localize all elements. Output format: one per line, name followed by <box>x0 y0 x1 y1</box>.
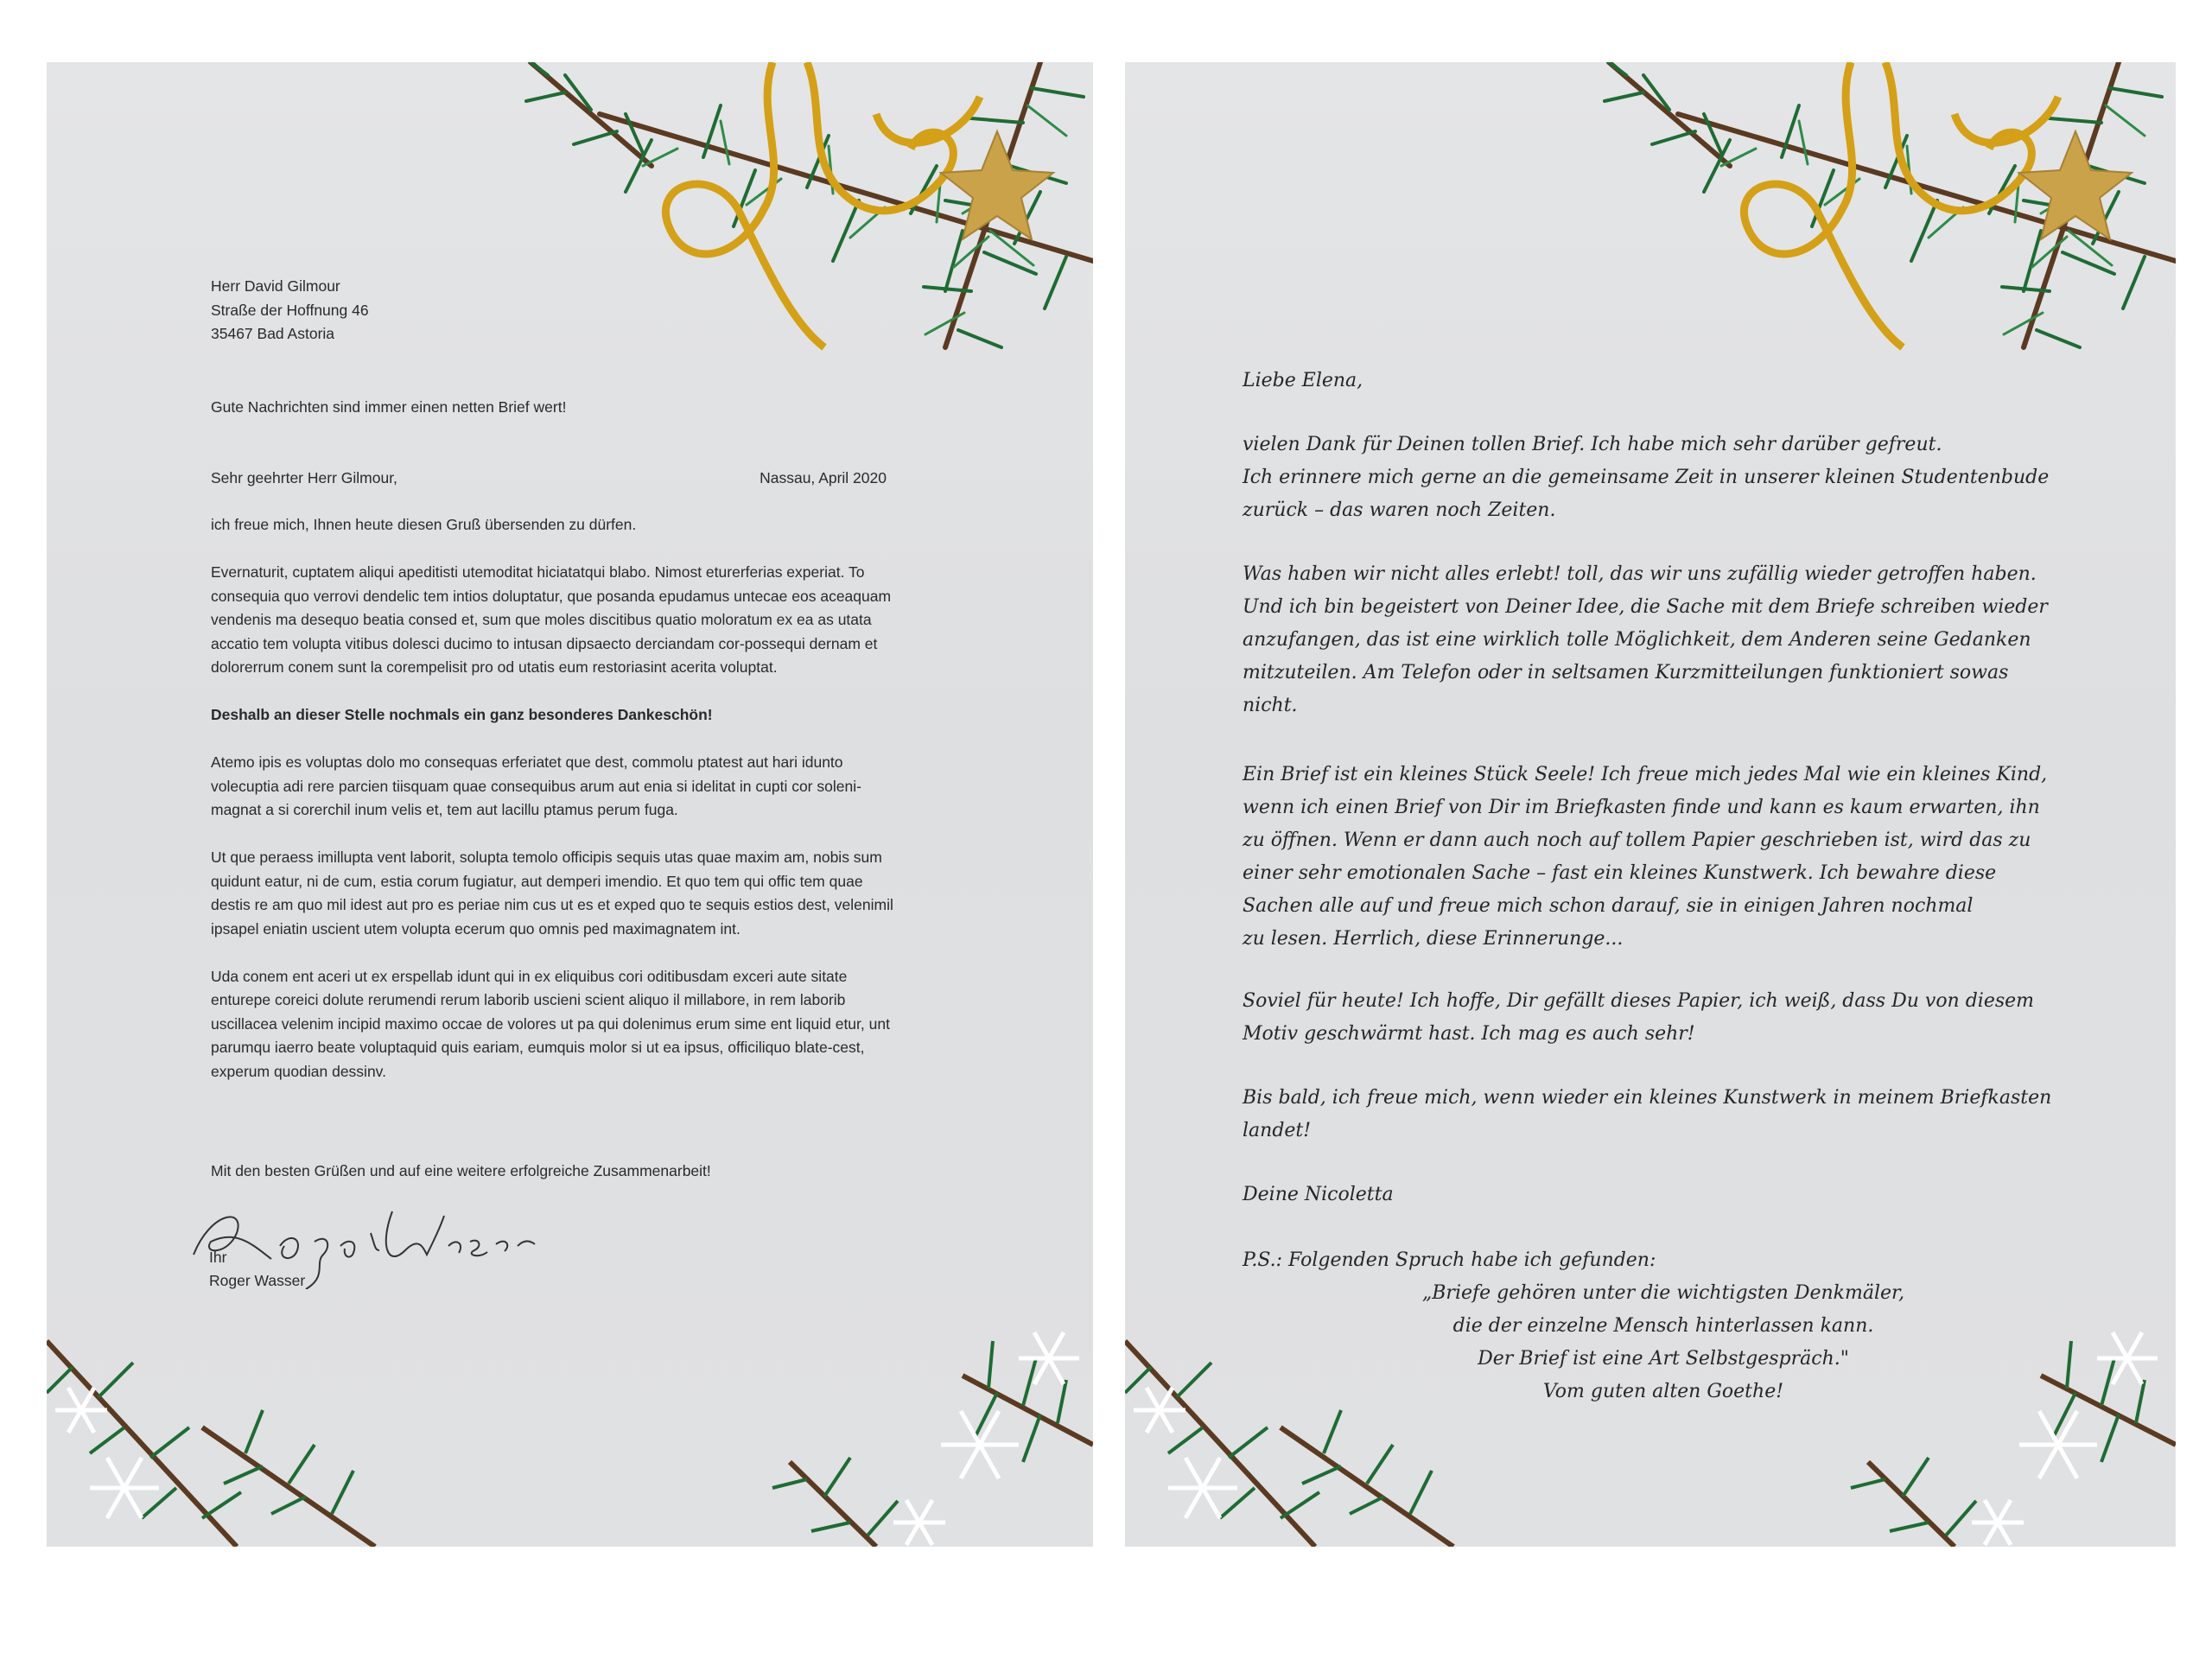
letter-body <box>211 513 893 1108</box>
star-ornament-icon <box>941 131 1053 239</box>
sender-name: Roger Wasser <box>209 1272 306 1289</box>
handwritten-line: nicht. <box>1243 695 1298 716</box>
letter-tagline: Gute Nachrichten sind immer einen netten Brief wert! <box>211 398 567 416</box>
quote-line: die der einzelne Mensch hinterlassen kann. <box>1452 1315 1874 1337</box>
address-line: Straße der Hoffnung 46 <box>211 301 369 319</box>
handwritten-line: Was haben wir nicht alles erlebt! toll, das wir uns zufällig wieder getroffen haben. <box>1243 563 2037 585</box>
handwritten-line: Deine Nicoletta <box>1243 1184 1394 1205</box>
letter-sheet-right <box>1125 62 2176 1547</box>
handwritten-ps <box>1243 1244 1656 1277</box>
body-paragraph: Uda conem ent aceri ut ex erspellab idunt qui in ex eliquibus cori oditibusdam exceri aute sitate enturepe coreici dolute rerumendi rerum laborib uscieni scient aliquo il millabore, in rem laborib uscillacea velenim incipid maximo occae de volores ut pa qui dolenimus erum sime ent liquid etur, unt parumqu iaerro beate voluptaquid quis eariam, eumquis molor si ut ea ipsus, officiliquo blate-cest, experum quodian dessinv. <box>211 967 890 1080</box>
handwritten-line: zurück – das waren noch Zeiten. <box>1243 499 1556 521</box>
bottom-fir-branches-icon <box>47 1341 1093 1547</box>
handwritten-line: Ich erinnere mich gerne an die gemeinsame Zeit in unserer kleinen Studentenbude <box>1243 467 2050 488</box>
handwritten-line: Und ich bin begeistert von Deiner Idee, die Sache mit dem Briefe schreiben wieder <box>1243 596 2048 618</box>
body-paragraph: Evernaturit, cuptatem aliqui apeditisti utemoditat hiciatatqui blabo. Nimost eturerferias experiat. To consequia quo verrovi dendelic tem intios doluptatur, que posanda epudamus untecae eos aceaquam vendenis ma desequo beatia consed et, sum que moles discitibus quatio moloratum ex ea as utata accatio tem volupta vitibus dolesci ducimo to intusan dipsaecto derciandam cor-possequi dernam et dolorerrum conem sunt la corempelisit pro od utatis eum restoriasint acerita voluptat. <box>211 563 892 676</box>
address-line: 35467 Bad Astoria <box>211 325 335 342</box>
quote-line: „Briefe gehören unter die wichtigsten Denkmäler, <box>1421 1282 1905 1304</box>
handwritten-line: Liebe Elena, <box>1243 370 1363 391</box>
body-paragraph: ich freue mich, Ihnen heute diesen Gruß übersenden zu dürfen. <box>211 516 637 533</box>
quote-line: Der Brief ist eine Art Selbstgespräch." <box>1478 1348 1849 1370</box>
fir-branch-icon <box>513 62 1093 347</box>
handwritten-line: wenn ich einen Brief von Dir im Briefkasten finde und kann es kaum erwarten, ihn <box>1243 797 2040 818</box>
handwritten-line: einer sehr emotionalen Sache – fast ein kleines Kunstwerk. Ich bewahre diese <box>1243 862 1997 884</box>
letter-date: Nassau, April 2020 <box>760 469 887 486</box>
quote-line: Vom guten alten Goethe! <box>1542 1381 1784 1402</box>
address-line: Herr David Gilmour <box>211 277 340 295</box>
snowflake-icon <box>55 1332 1079 1545</box>
body-paragraph-emphasis: Deshalb an dieser Stelle nochmals ein ganz besonderes Dankeschön! <box>211 706 713 723</box>
letter-greeting <box>1243 365 1363 397</box>
handwritten-line: Bis bald, ich freue mich, wenn wieder ein kleines Kunstwerk in meinem Briefkasten <box>1243 1087 2052 1109</box>
recipient-address <box>211 275 369 346</box>
handwritten-line: P.S.: Folgenden Spruch habe ich gefunden: <box>1243 1249 1656 1271</box>
handwritten-line: Motiv geschwärmt hast. Ich mag es auch sehr! <box>1243 1023 1695 1045</box>
handwritten-paragraph <box>1243 1082 2051 1147</box>
handwritten-line: vielen Dank für Deinen tollen Brief. Ich habe mich sehr darüber gefreut. <box>1243 434 1942 455</box>
fir-branch-icon <box>1592 62 2176 347</box>
handwritten-line: Sachen alle auf und freue mich schon darauf, sie in einigen Jahren nochmal <box>1243 895 1974 917</box>
handwritten-paragraph <box>1243 558 2048 722</box>
handwritten-paragraph <box>1243 759 2047 956</box>
handwritten-line: mitzuteilen. Am Telefon oder in seltsamen Kurzmitteilungen funktioniert sowas <box>1243 662 2009 683</box>
goethe-quote <box>1125 1277 2176 1408</box>
body-paragraph: Ut que peraess imillupta vent laborit, solupta temolo officipis sequis utas quae maxim am, nobis sum quidunt eatur, ni de cum, estia corum fugiatur, aut demperi imendio. Et quo tem qui offic tem quae destis re am quo mil idest aut pro es periae nim cus ut es et exped quo te sequis estios dest, velenimil ipsapel eniatin uscient utem volupta ecerum quo omnis ped maximagnatem int. <box>211 849 893 938</box>
handwritten-sign <box>1243 1179 1394 1211</box>
handwritten-line: Ein Brief ist ein kleines Stück Seele! Ich freue mich jedes Mal wie ein kleines Kind, <box>1243 764 2048 785</box>
star-ornament-icon <box>2019 131 2132 239</box>
handwritten-line: zu öffnen. Wenn er dann auch noch auf tollem Papier geschrieben ist, wird das zu <box>1243 830 2031 851</box>
gold-ribbon-icon <box>665 62 980 347</box>
body-paragraph: Atemo ipis es voluptas dolo mo consequas erferiatet que dest, commolu ptatest aut hari idunto volecuptia adi rere parcien tiisquam quae consequibus arum aut enia si idelitat in cupti cor soleni-magnat a si corerchil inum velis et, tem aut lacillu ptamus perum fuga. <box>211 753 861 818</box>
gold-ribbon-icon <box>1744 62 2058 347</box>
letter-closing: Mit den besten Grüßen und auf eine weitere erfolgreiche Zusammenarbeit! <box>211 1162 711 1179</box>
handwritten-paragraph <box>1243 985 2034 1051</box>
handwritten-line: zu lesen. Herrlich, diese Erinnerunge... <box>1243 928 1624 950</box>
sign-off: Ihr <box>209 1249 227 1266</box>
letter-salutation: Sehr geehrter Herr Gilmour, <box>211 469 397 486</box>
handwritten-line: landet! <box>1243 1120 1312 1141</box>
letter-sheet-left <box>47 62 1093 1547</box>
handwritten-paragraph <box>1243 429 2049 527</box>
handwritten-line: Soviel für heute! Ich hoffe, Dir gefällt dieses Papier, ich weiß, dass Du von diesem <box>1243 990 2035 1012</box>
handwritten-line: anzufangen, das ist eine wirklich tolle Möglichkeit, dem Anderen seine Gedanken <box>1243 629 2031 651</box>
